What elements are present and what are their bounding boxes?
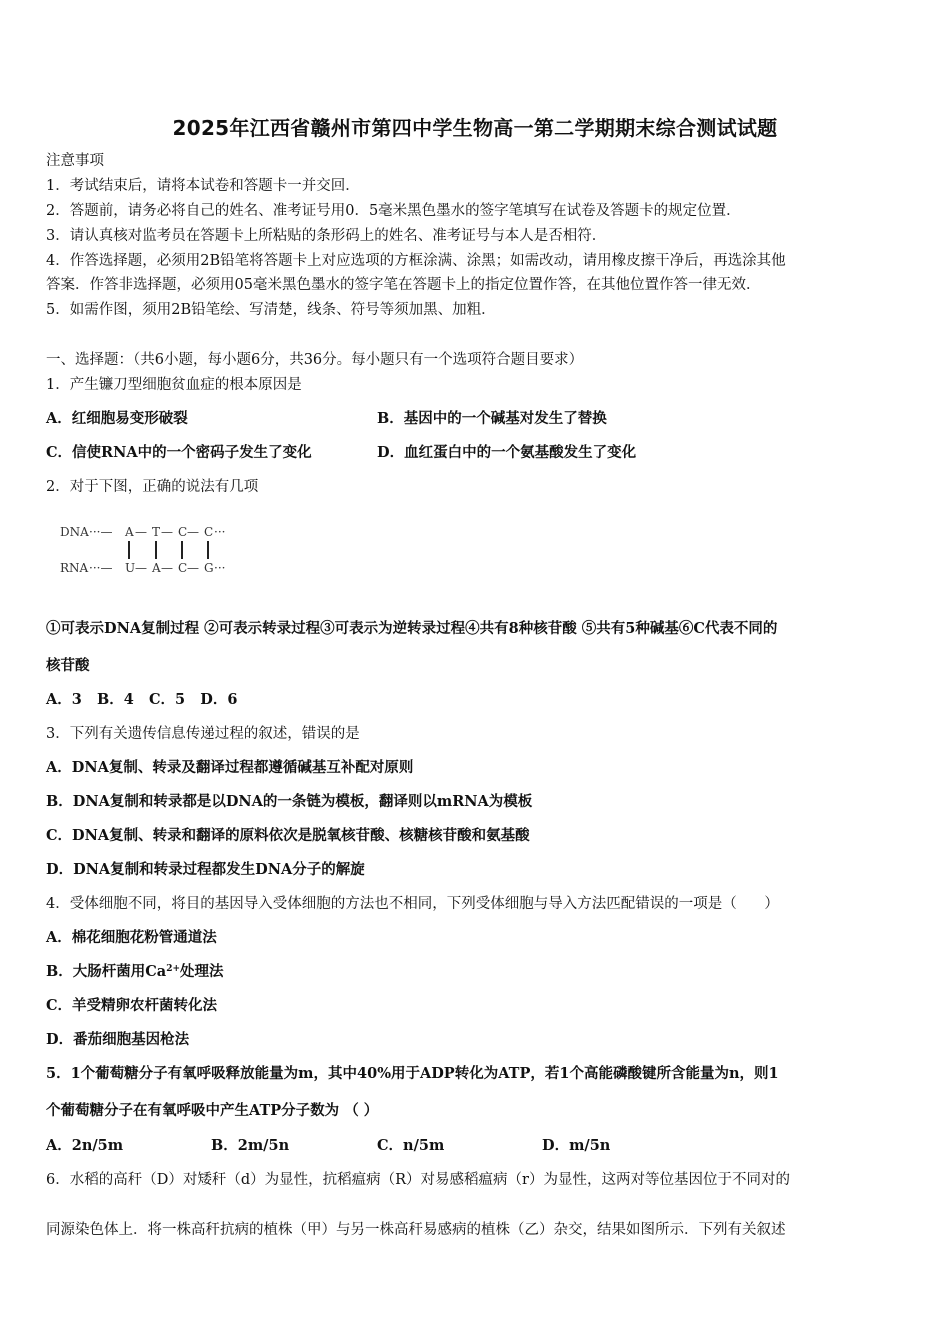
- question-4-stem: 4．受体细胞不同，将目的基因导入受体细胞的方法也不相同，下列受体细胞与导入方法匹配错误的一项是（ ）: [46, 896, 779, 912]
- q1-option-b: B．基因中的一个碱基对发生了替换: [377, 410, 607, 427]
- svg-text:—: —: [161, 561, 173, 575]
- question-6-stem-cont: 同源染色体上．将一株高秆抗病的植株（甲）与另一株高秆易感病的植株（乙）杂交，结果如图所示．下列有关叙述: [46, 1222, 786, 1238]
- rna-base: C: [178, 561, 188, 575]
- svg-text:—: —: [187, 525, 199, 539]
- q5-option-d: D．m/5n: [542, 1137, 611, 1154]
- notice-item: 答案．作答非选择题，必须用05毫米黑色墨水的签字笔在答题卡上的指定位置作答，在其他位置作答一律无效．: [46, 277, 761, 293]
- q3-option-a: A．DNA复制、转录及翻译过程都遵循碱基互补配对原则: [46, 759, 414, 776]
- svg-text:···—: ···—: [89, 561, 113, 575]
- q4-option-b: [46, 961, 910, 983]
- base-pair-bonds: [129, 541, 208, 559]
- q3-option-b: B．DNA复制和转录都是以DNA的一条链为模板，翻译则以mRNA为模板: [46, 793, 533, 810]
- q5-option-a: A．2n/5m: [46, 1137, 124, 1154]
- notice-item: 2．答题前，请务必将自己的姓名、准考证号用0．5毫米黑色墨水的签字笔填写在试卷及答题卡的规定位置．: [46, 203, 741, 219]
- question-5-stem: 5．1个葡萄糖分子有氧呼吸释放能量为m，其中40%用于ADP转化为ATP，若1个高能磷酸键所含能量为n，则1: [46, 1065, 779, 1082]
- svg-text:···—: ···—: [89, 525, 113, 539]
- q4-option-a: A．棉花细胞花粉管通道法: [46, 929, 217, 946]
- q5-option-c: C．n/5m: [377, 1137, 445, 1154]
- svg-text:···: ···: [214, 561, 226, 575]
- exam-title: 2025年江西省赣州市第四中学生物高一第二学期期末综合测试试题: [172, 116, 778, 140]
- q4-option-b-suffix: 处理法: [180, 963, 224, 980]
- svg-text:—: —: [135, 525, 147, 539]
- notice-heading: 注意事项: [46, 153, 104, 169]
- svg-text:—: —: [161, 525, 173, 539]
- q1-option-c: C．信使RNA中的一个密码子发生了变化: [46, 444, 312, 461]
- rna-base: G: [204, 561, 214, 575]
- dna-strand-label: DNA: [60, 525, 89, 539]
- rna-strand-label: RNA: [60, 561, 89, 575]
- notice-item: 5．如需作图，须用2B铅笔绘、写清楚，线条、符号等须加黑、加粗．: [46, 302, 496, 318]
- q4-option-d: D．番茄细胞基因枪法: [46, 1031, 190, 1048]
- question-5-stem-cont: 个葡萄糖分子在有氧呼吸中产生ATP分子数为 （ ）: [46, 1102, 379, 1119]
- notice-item: 1．考试结束后，请将本试卷和答题卡一并交回．: [46, 178, 360, 194]
- svg-text:···: ···: [214, 525, 226, 539]
- q3-option-d: D．DNA复制和转录过程都发生DNA分子的解旋: [46, 861, 365, 878]
- question-3-stem: 3．下列有关遗传信息传递过程的叙述，错误的是: [46, 726, 360, 742]
- dna-base: C: [178, 525, 188, 539]
- q4-option-b-text: B．大肠杆菌用Ca: [46, 963, 167, 980]
- notice-item: 4．作答选择题，必须用2B铅笔将答题卡上对应选项的方框涂满、涂黑；如需改动，请用橡皮擦干净后，再选涂其他: [46, 253, 786, 269]
- rna-base: A: [152, 561, 161, 575]
- svg-text:—: —: [187, 561, 199, 575]
- q1-option-a: A．红细胞易变形破裂: [46, 410, 188, 427]
- q2-statements: ①可表示DNA复制过程 ②可表示转录过程③可表示为逆转录过程④共有8种核苷酸 ⑤共有5种碱基⑥C代表不同的: [46, 620, 778, 637]
- dna-base: C: [204, 525, 214, 539]
- q4-option-b-superscript: 2+: [166, 964, 181, 974]
- rna-base: U: [125, 561, 136, 575]
- dna-base: A: [125, 525, 134, 539]
- question-2-stem: 2．对于下图，正确的说法有几项: [46, 479, 259, 495]
- q3-option-c: C．DNA复制、转录和翻译的原料依次是脱氧核苷酸、核糖核苷酸和氨基酸: [46, 827, 530, 844]
- q1-option-d: D．血红蛋白中的一个氨基酸发生了变化: [377, 444, 637, 461]
- dna-base: T: [152, 525, 161, 539]
- question-1-stem: 1．产生镰刀型细胞贫血症的根本原因是: [46, 377, 302, 393]
- question-6-stem: 6．水稻的高秆（D）对矮秆（d）为显性，抗稻瘟病（R）对易感稻瘟病（r）为显性，这两对等位基因位于不同对的: [46, 1172, 790, 1188]
- q2-options: A．3 B．4 C．5 D．6: [46, 691, 238, 708]
- notice-item: 3．请认真核对监考员在答题卡上所粘贴的条形码上的姓名、准考证号与本人是否相符．: [46, 228, 607, 244]
- q2-statements-cont: 核苷酸: [46, 657, 90, 674]
- q4-option-c: C．羊受精卵农杆菌转化法: [46, 997, 218, 1014]
- section-heading: 一、选择题：（共6小题，每小题6分，共36分。每小题只有一个选项符合题目要求）: [46, 352, 584, 368]
- q5-option-b: B．2m/5n: [211, 1137, 290, 1154]
- dna-rna-pairing-figure: [58, 520, 258, 582]
- svg-text:—: —: [135, 561, 147, 575]
